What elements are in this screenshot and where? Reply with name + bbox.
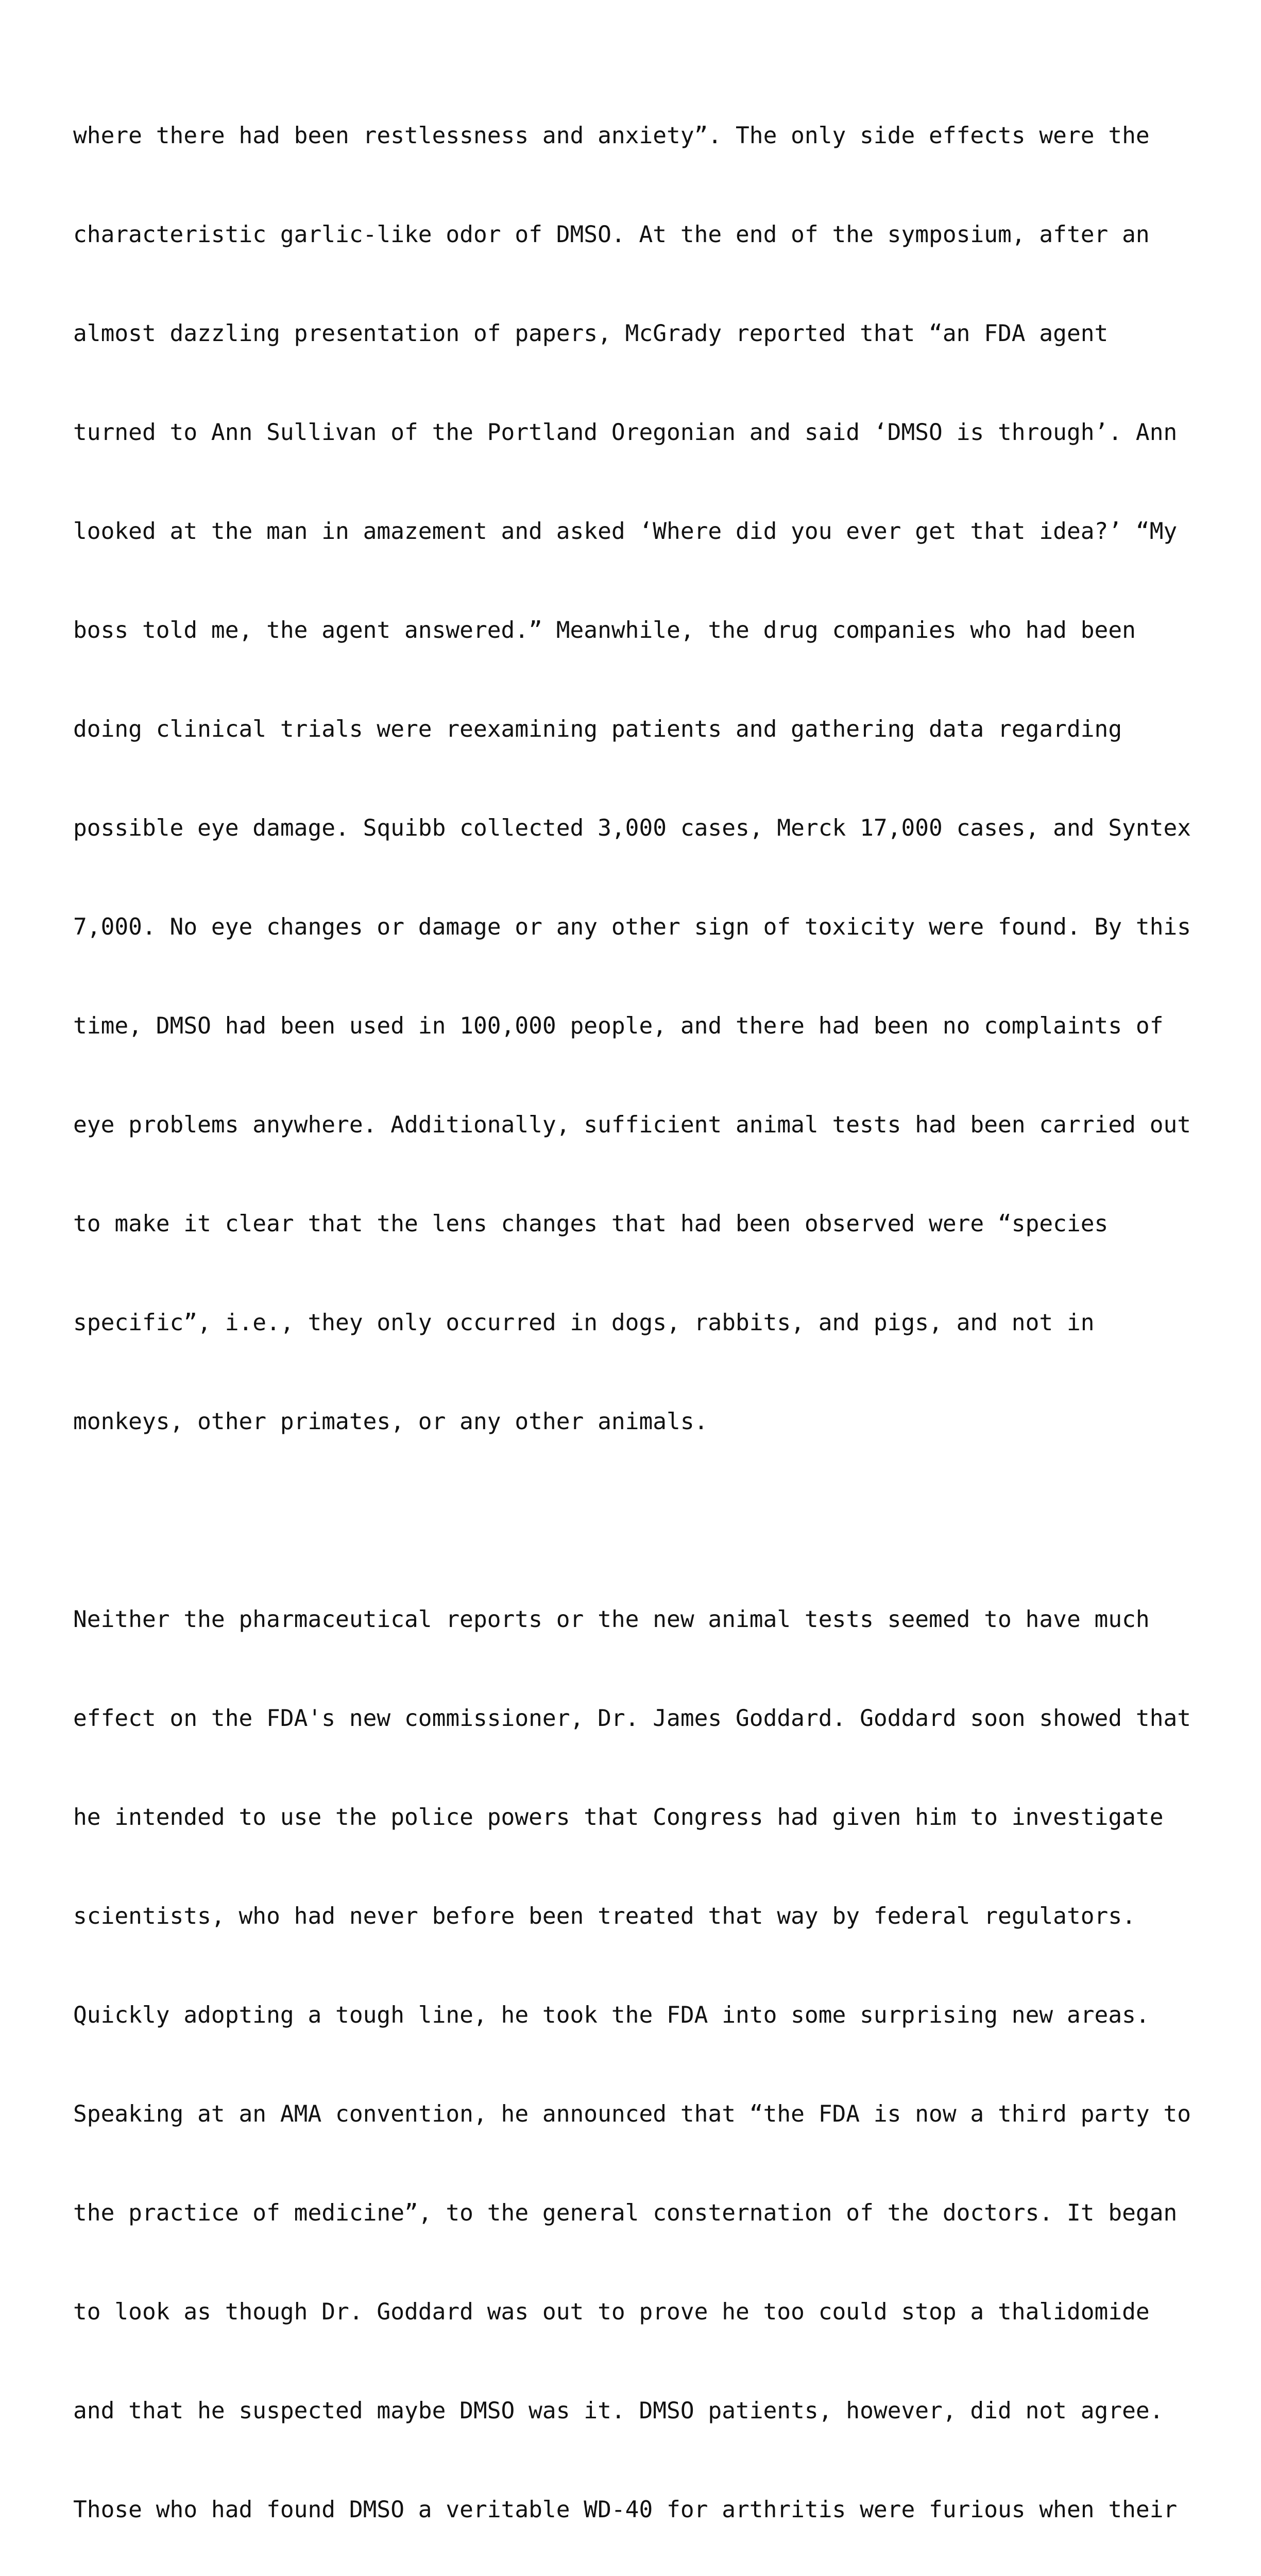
text-line: he intended to use the police powers that Congress had given him to investigate [73,1804,1164,1831]
text-line: 7,000. No eye changes or damage or any other sign of toxicity were found. By this [73,914,1191,940]
paragraph-symposium [73,54,1206,1504]
text-line: turned to Ann Sullivan of the Portland Oregonian and said ‘DMSO is through’. Ann [73,419,1178,446]
text-line: almost dazzling presentation of papers, McGrady reported that “an FDA agent [73,320,1109,347]
text-line: boss told me, the agent answered.” Meanwhile, the drug companies who had been [73,617,1136,643]
text-line: scientists, who had never before been treated that way by federal regulators. [73,1903,1136,1929]
text-line: the practice of medicine”, to the general consternation of the doctors. It began [73,2200,1178,2226]
text-line: effect on the FDA's new commissioner, Dr. James Goddard. Goddard soon showed that [73,1705,1191,1732]
text-line: doing clinical trials were reexamining patients and gathering data regarding [73,716,1122,742]
text-line: possible eye damage. Squibb collected 3,000 cases, Merck 17,000 cases, and Syntex [73,815,1191,841]
document-page [73,54,1206,2576]
text-line: characteristic garlic-like odor of DMSO. At the end of the symposium, after an [73,222,1150,248]
text-line: Speaking at an AMA convention, he announced that “the FDA is now a third party to [73,2101,1191,2127]
text-line: looked at the man in amazement and asked ‘Where did you ever get that idea?’ “My [73,518,1178,545]
text-line: to look as though Dr. Goddard was out to prove he too could stop a thalidomide [73,2299,1150,2325]
text-line: where there had been restlessness and anxiety”. The only side effects were the [73,123,1150,149]
text-line: monkeys, other primates, or any other animals. [73,1409,708,1435]
paragraph-goddard [73,1537,1206,2576]
text-line: eye problems anywhere. Additionally, sufficient animal tests had been carried out [73,1112,1191,1138]
text-line: Those who had found DMSO a veritable WD-40 for arthritis were furious when their [73,2497,1178,2523]
text-line: Neither the pharmaceutical reports or the new animal tests seemed to have much [73,1606,1150,1633]
text-line: to make it clear that the lens changes that had been observed were “species [73,1211,1109,1237]
text-line: Quickly adopting a tough line, he took the FDA into some surprising new areas. [73,2002,1150,2028]
text-line: time, DMSO had been used in 100,000 people, and there had been no complaints of [73,1013,1164,1039]
text-line: specific”, i.e., they only occurred in dogs, rabbits, and pigs, and not in [73,1310,1095,1336]
text-line: and that he suspected maybe DMSO was it. DMSO patients, however, did not agree. [73,2398,1164,2424]
